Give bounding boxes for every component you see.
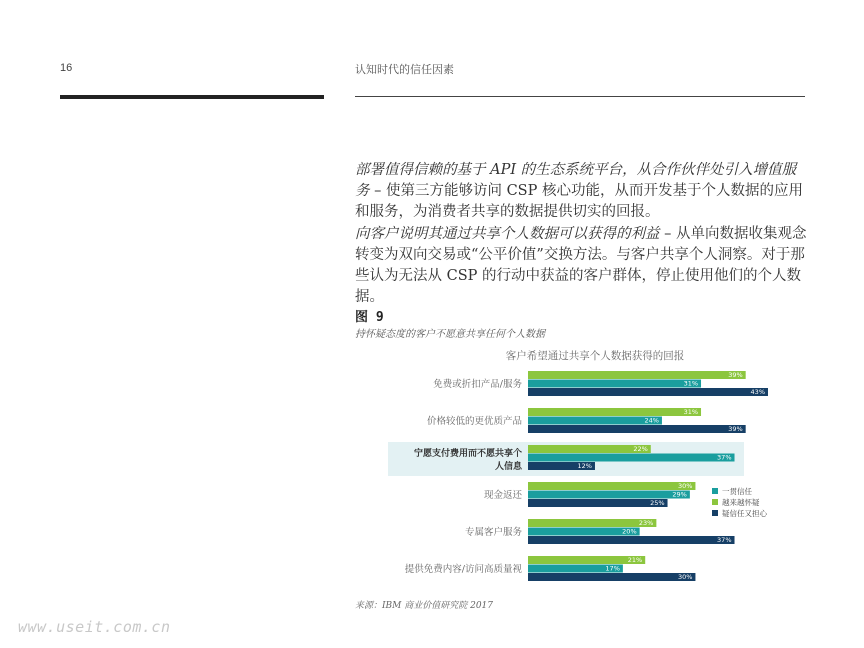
bar — [528, 371, 746, 379]
bar-value-label: 24% — [644, 416, 659, 425]
bar-value-label: 20% — [622, 527, 637, 536]
category-label: 现金返还 — [483, 490, 522, 501]
bar-value-label: 17% — [605, 564, 620, 573]
bar — [528, 519, 656, 527]
category-label: 专属客户服务 — [464, 527, 522, 538]
bar — [528, 454, 735, 462]
bar-value-label: 43% — [750, 388, 765, 396]
running-header: 认知时代的信任因素 — [355, 63, 454, 76]
bar — [528, 536, 735, 544]
bar — [528, 380, 701, 388]
bar-value-label: 22% — [633, 445, 648, 453]
bar — [528, 417, 662, 425]
bar — [528, 573, 695, 581]
paragraph-text: – 从单向数据收集观念转变为双向交易或“公平价值”交换方法。与客户共享个人洞察。对于那些认为无法从 CSP 的行动中获益的客户群体，停止使用他们的个人数据。 — [355, 226, 807, 305]
bar-value-label: 30% — [677, 482, 693, 490]
bar — [528, 491, 690, 499]
bar — [528, 408, 701, 416]
bar-value-label: 23% — [638, 519, 654, 527]
legend-swatch — [712, 488, 718, 494]
bar-value-label: 39% — [728, 425, 743, 433]
bar — [528, 499, 668, 507]
page-number: 16 — [60, 62, 73, 74]
legend-label: 一贯信任 — [722, 487, 752, 496]
bar-value-label: 30% — [677, 573, 693, 581]
figure-source: 来源：IBM 商业价值研究院 2017 — [355, 601, 494, 611]
bar-value-label: 29% — [672, 490, 687, 499]
legend-label: 越来越怀疑 — [722, 498, 760, 507]
figure-label: 图 9 — [355, 310, 384, 325]
category-label: 价格较低的更优质产品 — [426, 416, 522, 427]
paragraph-lead: 部署值得信赖的基于 API 的生态系统平台，从合作伙伴处引入增值服务 — [355, 162, 797, 199]
watermark: www.useit.com.cn — [18, 618, 171, 636]
bar-value-label: 12% — [577, 462, 592, 470]
bar-value-label: 37% — [717, 536, 732, 544]
legend-swatch — [712, 499, 718, 505]
category-label: 免费或折扣产品/服务 — [433, 379, 522, 390]
category-label: 人信息 — [494, 462, 522, 472]
chart-title: 客户希望通过共享个人数据获得的回报 — [505, 350, 685, 362]
paragraph-lead: 向客户说明其通过共享个人数据可以获得的利益 — [355, 226, 660, 242]
figure-caption: 持怀疑态度的客户不愿意共享任何个人数据 — [355, 329, 545, 340]
legend-label: 疑信任又担心 — [722, 509, 767, 518]
bar-value-label: 25% — [650, 499, 665, 507]
category-label: 提供免费内容/访问高质量视 — [404, 564, 522, 575]
bar — [528, 425, 746, 433]
paragraph-text: – 使第三方能够访问 CSP 核心功能，从而开发基于个人数据的应用和服务，为消费者共享的数据提供切实的回报。 — [355, 183, 803, 220]
bar-value-label: 37% — [717, 453, 732, 462]
bar-value-label: 21% — [627, 556, 643, 564]
bar — [528, 388, 768, 396]
category-label: 宁愿支付费用而不愿共享个 — [413, 449, 522, 459]
bar-value-label: 31% — [683, 408, 699, 416]
bar — [528, 482, 695, 490]
legend-swatch — [712, 510, 718, 516]
bar-value-label: 31% — [683, 379, 699, 388]
bar-value-label: 39% — [728, 371, 743, 379]
